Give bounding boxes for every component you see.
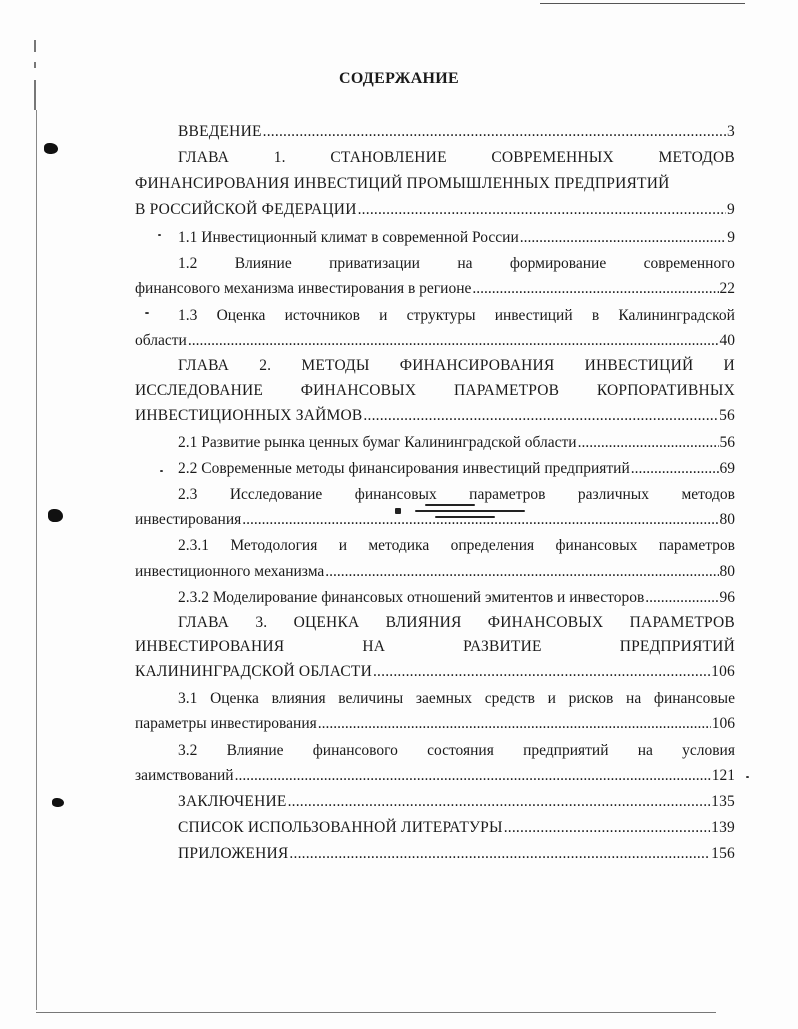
toc-word: заемных [415,690,473,707]
toc-entry-text: СПИСОК ИСПОЛЬЗОВАННОЙ ЛИТЕРАТУРЫ [178,819,503,836]
toc-entry-text: В РОССИЙСКОЙ ФЕДЕРАЦИИ [135,201,357,218]
toc-entry-2-3-1-line-2 [135,563,735,580]
toc-word: условия [682,742,735,759]
scan-blot [44,143,58,154]
toc-word: ПРЕДПРИЯТИЙ [619,638,735,655]
toc-entry-text: 2.1 Развитие рынка ценных бумаг Калининградской области [178,434,577,451]
toc-entry-chapter-2-line-3 [135,407,735,424]
toc-word: структуры [406,307,476,324]
toc-entry-conclusion [178,793,735,810]
toc-page-number: 80 [719,563,735,580]
toc-word: на [637,742,653,759]
toc-word: 2.3 [178,486,198,503]
toc-page-number: 80 [719,511,735,528]
toc-leader [288,793,711,810]
toc-word: ФИНАНСОВЫХ [300,382,417,399]
toc-word: современного [643,255,735,272]
toc-word: на [626,690,642,707]
toc-leader [325,563,718,580]
toc-entry-text: КАЛИНИНГРАДСКОЙ ОБЛАСТИ [135,663,372,680]
toc-word: финансовых [555,537,638,554]
toc-word: Исследование [229,486,323,503]
toc-leader [242,511,718,528]
toc-leader [578,434,719,451]
toc-word: ИНВЕСТИЦИЙ [584,357,694,374]
toc-entry-chapter-3-line-2 [135,638,735,655]
toc-word: и [547,690,556,707]
toc-word: величины [338,690,404,707]
toc-entry-2-3 [178,486,735,503]
toc-word: И [723,357,735,374]
scan-edge-left [36,110,37,1010]
toc-leader [318,715,711,732]
toc-word: и [379,307,388,324]
toc-leader [520,229,726,246]
toc-word: МЕТОДЫ [301,357,370,374]
toc-word: ФИНАНСОВЫХ [487,614,604,631]
toc-word: финансового [312,742,398,759]
toc-entry-text: области [135,332,187,349]
toc-leader [358,201,726,218]
toc-entry-2-1 [178,434,735,451]
toc-entry-chapter-1-line-2: ФИНАНСИРОВАНИЯ ИНВЕСТИЦИЙ ПРОМЫШЛЕННЫХ ПРЕДПРИЯТИЙ [135,175,670,192]
toc-page-number: 3 [727,123,735,140]
toc-entry-text: финансового механизма инвестирования в регионе [135,280,472,297]
toc-entry-chapter-3 [178,614,735,631]
toc-word: НА [362,638,386,655]
toc-entry-1-1 [178,229,735,246]
toc-page-number: 69 [719,460,735,477]
toc-leader [235,767,711,784]
toc-leader [631,460,719,477]
toc-word: СТАНОВЛЕНИЕ [330,149,447,166]
toc-word: МЕТОДОВ [658,149,735,166]
toc-word: ВЛИЯНИЯ [385,614,462,631]
toc-page-number: 135 [711,793,735,810]
toc-entry-3-2-line-2 [135,767,735,784]
toc-page-number: 22 [719,280,735,297]
toc-word: ГЛАВА [178,357,230,374]
toc-page-number: 106 [711,663,735,680]
toc-word: СОВРЕМЕННЫХ [491,149,614,166]
toc-entry-chapter-1 [178,149,735,166]
scan-edge-top [540,3,745,4]
toc-entry-chapter-1-line-3 [135,201,735,218]
toc-page-number: 106 [711,715,735,732]
toc-entry-1-3-line-2 [135,332,735,349]
toc-entry-2-3-2 [178,589,735,606]
toc-word: различных [577,486,649,503]
toc-word: ОЦЕНКА [293,614,360,631]
scan-speck [746,776,749,778]
toc-word: параметров [658,537,735,554]
toc-page-number: 56 [719,407,735,424]
toc-leader [472,280,718,297]
toc-leader [263,123,726,140]
toc-entry-3-1 [178,690,735,707]
toc-entry-text: 1.1 Инвестиционный климат в современной России [178,229,519,246]
toc-page-number: 139 [711,819,735,836]
toc-word: предприятий [523,742,609,759]
toc-entry-text: 2.2 Современные методы финансирования инвестиций предприятий [178,460,630,477]
toc-word: определения [450,537,535,554]
toc-word: ИССЛЕДОВАНИЕ [135,382,264,399]
toc-word: 2.3.1 [178,537,209,554]
toc-entry-text: ИНВЕСТИЦИОННЫХ ЗАЙМОВ [135,407,363,424]
toc-word: Оценка [210,690,259,707]
toc-leader [504,819,710,836]
toc-entry-2-3-line-2 [135,511,735,528]
toc-word: Оценка [216,307,266,324]
toc-word: состояния [427,742,494,759]
toc-word: Калининградской [618,307,735,324]
toc-word: финансовых [354,486,437,503]
scan-edge-bottom [36,1012,716,1013]
toc-entry-2-3-1 [178,537,735,554]
toc-word: 3. [255,614,268,631]
toc-word: 1. [273,149,286,166]
toc-entry-text: 2.3.2 Моделирование финансовых отношений эмитентов и инвесторов [178,589,645,606]
toc-word: параметров [469,486,546,503]
toc-word: ИНВЕСТИРОВАНИЯ [135,638,285,655]
toc-entry-text: инвестирования [135,511,242,528]
toc-word: 3.1 [178,690,198,707]
toc-word: 1.3 [178,307,198,324]
toc-entry-chapter-2-line-2 [135,382,735,399]
toc-word: источников [284,307,360,324]
toc-entry-text: параметры инвестирования [135,715,317,732]
toc-word: ГЛАВА [178,149,230,166]
toc-page-number: 56 [719,434,735,451]
toc-entry-1-3 [178,307,735,324]
toc-word: КОРПОРАТИВНЫХ [596,382,735,399]
toc-entry-chapter-2 [178,357,735,374]
toc-word: Методология [230,537,318,554]
toc-entry-text: инвестиционного механизма [135,563,325,580]
toc-word: Влияние [234,255,292,272]
toc-entry-3-1-line-2 [135,715,735,732]
toc-page-number: 121 [711,767,735,784]
toc-entry-3-2 [178,742,735,759]
toc-entry-references [178,819,735,836]
toc-entry-1-2-line-2 [135,280,735,297]
toc-word: 3.2 [178,742,198,759]
scan-blot [48,509,63,522]
toc-word: формирование [509,255,607,272]
toc-entry-text: ЗАКЛЮЧЕНИЕ [178,793,287,810]
toc-entry-text: заимствований [135,767,234,784]
scan-mark [34,62,36,68]
toc-entry-intro [178,123,735,140]
toc-word: рисков [568,690,614,707]
toc-word: приватизации [329,255,420,272]
toc-leader [188,332,719,349]
toc-word: средств [484,690,535,707]
toc-word: 1.2 [178,255,198,272]
toc-leader [645,589,718,606]
toc-word: РАЗВИТИЕ [463,638,542,655]
toc-page-number: 156 [711,845,735,862]
page-title: СОДЕРЖАНИЕ [338,70,460,87]
toc-entry-text: ВВЕДЕНИЕ [178,123,262,140]
toc-leader [363,407,718,424]
toc-entry-appendix [178,845,735,862]
toc-entry-1-2 [178,255,735,272]
toc-word: Влияние [226,742,284,759]
toc-leader [289,845,710,862]
toc-page-number: 40 [719,332,735,349]
toc-word: методов [681,486,735,503]
toc-word: в [591,307,600,324]
scan-speck [160,470,163,472]
toc-page-number: 9 [727,201,735,218]
toc-word: на [457,255,473,272]
toc-word: инвестиций [494,307,573,324]
toc-leader [373,663,710,680]
toc-word: ГЛАВА [178,614,230,631]
scan-speck [158,234,161,236]
scan-blot [52,798,64,807]
toc-word: методика [368,537,430,554]
toc-word: ФИНАНСИРОВАНИЯ [399,357,555,374]
toc-word: влияния [271,690,326,707]
toc-word: ПАРАМЕТРОВ [629,614,735,631]
toc-word: финансовые [653,690,735,707]
scan-mark [34,40,36,52]
toc-entry-chapter-3-line-3 [135,663,735,680]
toc-entry-text: ПРИЛОЖЕНИЯ [178,845,289,862]
scan-speck [145,312,149,314]
toc-page-number: 96 [719,589,735,606]
toc-word: и [338,537,347,554]
toc-page-number: 9 [727,229,735,246]
toc-word: ПАРАМЕТРОВ [453,382,560,399]
toc-word: 2. [259,357,272,374]
toc-entry-2-2 [178,460,735,477]
